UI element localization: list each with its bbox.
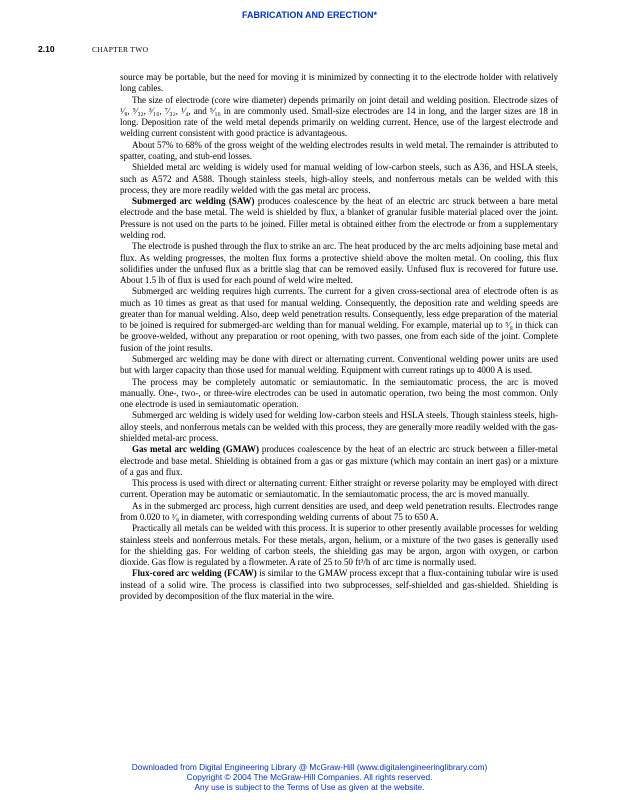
paragraph: This process is used with direct or alternating current. Either straight or reverse polarity may be employed with direct current. Operation may be automatic or semiautomatic. In the semiautomatic process, the arc is moved manually.	[120, 478, 558, 500]
paragraph: The size of electrode (core wire diameter) depends primarily on joint detail and welding position. Electrode sizes of ¹⁄₈, ⁵⁄₃₂, ³⁄₁₆, ⁷⁄₃₂, ¹⁄₄, and ⁵⁄₁₆ in are commonly used. Small-size electrodes are 14 in long, and the larger sizes are 18 in long. Deposition rate of the weld metal depends primarily on welding current. Hence, use of the largest electrode and welding current consistent with good practice is advantageous.	[120, 94, 558, 139]
paragraph: About 57% to 68% of the gross weight of the welding electrodes results in weld metal. The remainder is attributed to spatter, coating, and stub-end losses.	[120, 139, 558, 161]
paragraph: Submerged arc welding requires high currents. The current for a given cross-sectional area of electrode often is as much as 10 times as great as that used for manual welding. Consequently, the deposition rate and welding speeds are greater than for manual welding. Also, deep weld penetration results. Consequently, less edge preparation of the material to be joined is required for submerged-arc welding than for manual welding. For example, material up to ⁵⁄₈ in thick can be groove-welded, without any preparation or root opening, with two passes, one from each side of the joint. Complete fusion of the joint results.	[120, 286, 558, 353]
paragraph-text: produces coalescence by the heat of an electric arc struck between a filler-metal electrode and base metal. Shielding is obtained from a gas or gas mixture (which may contain an inert gas) or a mixture of a gas and flux.	[120, 444, 558, 477]
paragraph: The electrode is pushed through the flux to strike an arc. The heat produced by the arc melts adjoining base metal and flux. As welding progresses, the molten flux forms a protective shield above the molten metal. On cooling, this flux solidifies under the unfused flux as a brittle slag that can be removed easily. Unfused flux is recovered for future use. About 1.5 lb of flux is used for each pound of weld wire melted.	[120, 241, 558, 286]
paragraph	[120, 196, 558, 241]
download-footer	[0, 762, 619, 792]
page-number: 2.10	[38, 44, 55, 54]
paragraph: source may be portable, but the need for moving it is minimized by connecting it to the electrode holder with relatively long cables.	[120, 72, 558, 94]
paragraph-lead-gmaw: Gas metal arc welding (GMAW)	[132, 444, 259, 455]
paragraph: Submerged arc welding is widely used for welding low-carbon steels and HSLA steels. Though stainless steels, high-alloy steels, and nonferrous metals can be welded with this process, they are generally more readily welded with the gas-shielded metal-arc process.	[120, 410, 558, 443]
paragraph: Practically all metals can be welded with this process. It is superior to other presently available processes for welding stainless steels and nonferrous metals. For these metals, argon, helium, or a mixture of the two gases is generally used for the shielding gas. For welding of carbon steels, the shielding gas may be argon, argon with oxygen, or carbon dioxide. Gas flow is regulated by a flowmeter. A rate of 25 to 50 ft³/h of arc time is normally used.	[120, 523, 558, 568]
paragraph	[120, 568, 558, 602]
running-header-title: FABRICATION AND ERECTION*	[242, 10, 377, 20]
paragraph: As in the submerged arc process, high current densities are used, and deep weld penetration results. Electrodes range from 0.020 to ¹⁄₈ in diameter, with corresponding welding currents of about 75 to 650 A.	[120, 500, 558, 522]
footer-source-link[interactable]: Downloaded from Digital Engineering Library @ McGraw-Hill (www.digitalengineeringlibrary.com)	[131, 762, 488, 772]
paragraph: Submerged arc welding may be done with direct or alternating current. Conventional welding power units are used but with larger capacity than those used for manual welding. Equipment with current ratings up to 4000 A is used.	[120, 354, 558, 376]
footer-copyright: Copyright © 2004 The McGraw-Hill Companies. All rights reserved.	[186, 772, 433, 782]
paragraph	[120, 444, 558, 478]
paragraph-text: is similar to the GMAW process except that a flux-containing tubular wire is used instead of a solid wire. The process is classified into two subprocesses, self-shielded and gas-shielded. Shielding is provided by decomposition of the flux material in the wire.	[120, 568, 559, 601]
chapter-label: CHAPTER TWO	[92, 45, 149, 54]
body-text	[120, 72, 558, 602]
footer-terms: Any use is subject to the Terms of Use as given at the website.	[194, 782, 425, 792]
paragraph: Shielded metal arc welding is widely used for manual welding of low-carbon steels, such as A36, and HSLA steels, such as A572 and A588. Though stainless steels, high-alloy steels, and nonferrous metals can be welded with this process, they are more readily welded with the gas metal arc process.	[120, 162, 558, 195]
paragraph: The process may be completely automatic or semiautomatic. In the semiautomatic process, the arc is moved manually. One-, two-, or three-wire electrodes can be used in automatic operation, two being the most common. Only one electrode is used in semiautomatic operation.	[120, 376, 558, 410]
paragraph-lead-saw: Submerged arc welding (SAW)	[132, 196, 255, 207]
paragraph-lead-fcaw: Flux-cored arc welding (FCAW)	[132, 568, 257, 579]
paragraph-text: produces coalescence by the heat of an electric arc struck between a bare metal electrode and the base metal. The weld is shielded by flux, a blanket of granular fusible material placed over the joint. Pressure is not used on the parts to be joined. Filler metal is obtained either from the electrode or from a supplementary welding rod.	[120, 196, 558, 240]
